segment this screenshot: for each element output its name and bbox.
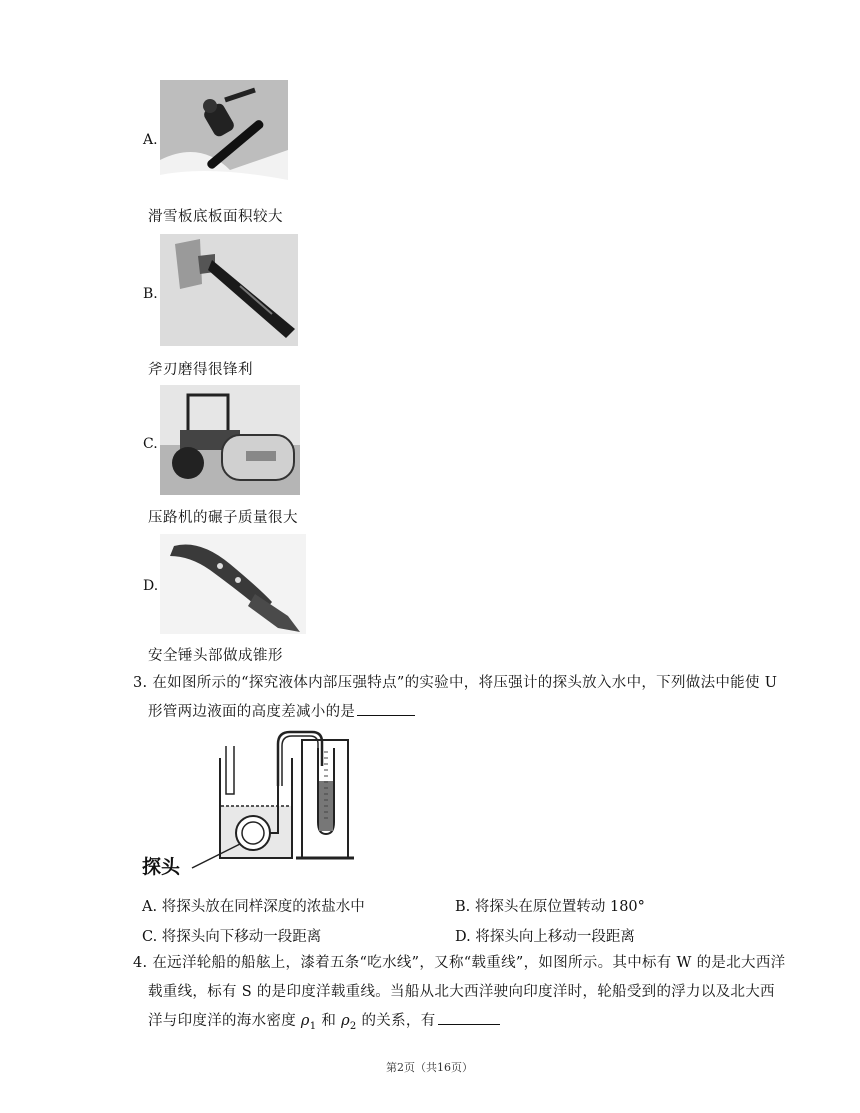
question-4-line2-wrap: [148, 978, 775, 1007]
safety-hammer-photo: [160, 534, 306, 634]
snowboarder-photo: [160, 80, 288, 194]
question-3-choice-d[interactable]: D. 将探头向上移动一段距离: [455, 929, 635, 945]
question-3-stem: [133, 669, 833, 698]
question-4-line1: 在远洋轮船的船舷上，漆着五条“吃水线”，又称“载重线”，如图所示。其中标有 W 的是北大西洋: [152, 955, 786, 971]
rho1-symbol: ρ: [300, 1013, 310, 1029]
question-4-line2: 载重线，标有 S 的是印度洋载重线。当船从北大西洋驶向印度洋时，轮船受到的浮力以及北大西: [148, 984, 775, 1000]
question-3-line2-wrap: [148, 698, 415, 727]
question-4-line3-after: 的关系，有: [361, 1013, 436, 1029]
question-3-choice-a[interactable]: A. 将探头放在同样深度的浓盐水中: [142, 899, 365, 915]
question-3-number: 3.: [133, 675, 148, 691]
answer-blank[interactable]: [357, 701, 415, 716]
rho1-subscript: 1: [309, 1020, 317, 1032]
answer-blank-q4[interactable]: [438, 1010, 500, 1025]
and-word: 和: [321, 1013, 337, 1029]
probe-label: 探头: [142, 856, 181, 878]
question-3-line1: 在如图所示的“探究液体内部压强特点”的实验中，将压强计的探头放入水中，下列做法中能使 U: [152, 675, 778, 691]
option-b-caption: 斧刃磨得很锋利: [148, 362, 253, 378]
road-roller-photo: [160, 385, 300, 495]
question-3-line2: 形管两边液面的高度差减小的是: [148, 704, 356, 720]
option-d-caption: 安全锤头部做成锥形: [148, 648, 283, 664]
question-4-line3-wrap: [148, 1007, 500, 1041]
page-footer: 第2页（共16页）: [386, 1061, 473, 1074]
question-4-number: 4.: [133, 955, 148, 971]
rho2-subscript: 2: [349, 1020, 357, 1032]
rho2-symbol: ρ: [341, 1013, 350, 1029]
option-c-letter: C.: [143, 436, 158, 452]
option-c-caption: 压路机的碾子质量很大: [148, 510, 298, 526]
option-a-caption: 滑雪板底板面积较大: [148, 209, 283, 225]
question-4-stem: [133, 949, 843, 978]
option-d-letter: D.: [143, 578, 159, 594]
option-b-letter: B.: [143, 286, 158, 302]
axe-photo: [160, 234, 298, 346]
question-3-choice-b[interactable]: B. 将探头在原位置转动 180°: [455, 899, 645, 915]
question-4-line3-before: 洋与印度洋的海水密度: [148, 1013, 296, 1029]
option-a-letter: A.: [143, 132, 158, 148]
question-3-choice-c[interactable]: C. 将探头向下移动一段距离: [142, 929, 322, 945]
